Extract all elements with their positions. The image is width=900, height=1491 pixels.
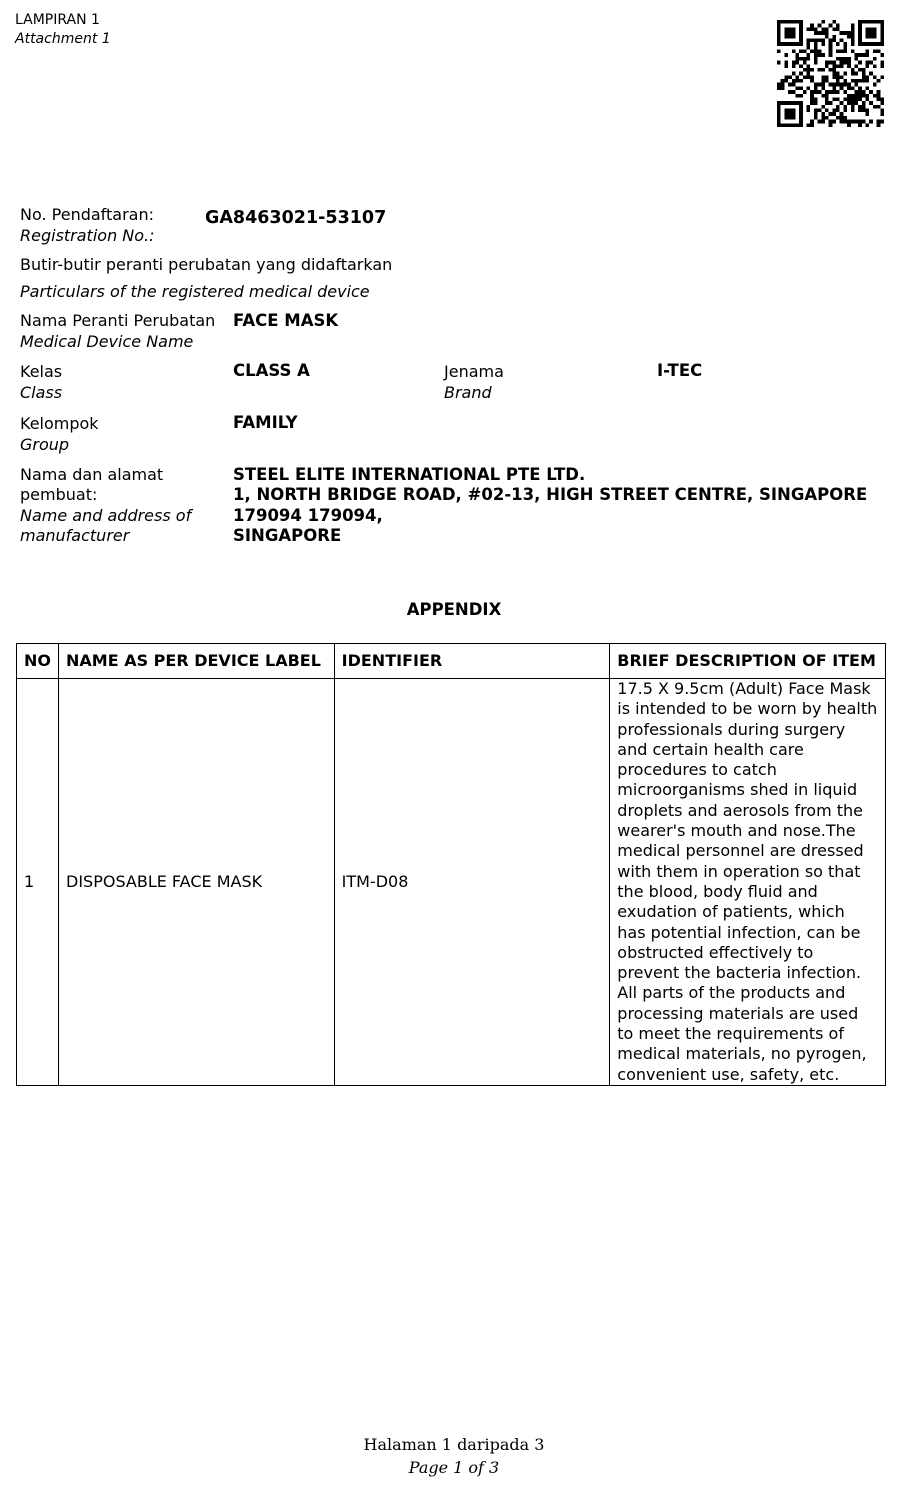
manufacturer-name: STEEL ELITE INTERNATIONAL PTE LTD.: [233, 465, 586, 484]
qr-code-icon: [777, 20, 884, 127]
manufacturer-label-ms-2: pembuat:: [20, 485, 98, 505]
manufacturer-value: [233, 465, 867, 546]
brand-value: I-TEC: [657, 361, 703, 380]
device-name-label-en: Medical Device Name: [20, 332, 194, 351]
brand-label-ms: Jenama: [444, 362, 504, 381]
manufacturer-label-en-1: Name and address of: [20, 505, 192, 525]
registration-label-ms: No. Pendaftaran:: [20, 205, 155, 224]
page-number-en: Page 1 of 3: [408, 1458, 500, 1477]
attachment-label-en: Attachment 1: [15, 31, 111, 47]
group-label-ms: Kelompok: [20, 414, 99, 433]
cell-name: DISPOSABLE FACE MASK: [59, 679, 335, 1086]
column-header-name: NAME AS PER DEVICE LABEL: [59, 644, 335, 679]
group-label: [20, 413, 99, 455]
group-label-en: Group: [20, 435, 70, 454]
device-name-label-ms: Nama Peranti Perubatan: [20, 311, 216, 330]
column-header-identifier: IDENTIFIER: [334, 644, 610, 679]
manufacturer-label: [20, 465, 191, 546]
class-label: [20, 361, 62, 403]
manufacturer-label-en-2: manufacturer: [20, 525, 130, 545]
page-number-ms: Halaman 1 daripada 3: [363, 1435, 545, 1454]
appendix-table: [16, 643, 886, 1086]
brand-label-en: Brand: [444, 383, 492, 402]
registration-label-en: Registration No.:: [20, 226, 155, 245]
table-row: [17, 679, 886, 1086]
registration-label: [20, 204, 155, 246]
column-header-description: BRIEF DESCRIPTION OF ITEM: [610, 644, 886, 679]
device-name-label: [20, 310, 215, 352]
column-header-no: NO: [17, 644, 59, 679]
manufacturer-address-3: SINGAPORE: [233, 525, 342, 545]
device-name-value: FACE MASK: [233, 311, 339, 330]
group-value: FAMILY: [233, 413, 298, 432]
particulars-title-ms: Butir-butir peranti perubatan yang didaftarkan: [20, 255, 393, 274]
manufacturer-label-ms-1: Nama dan alamat: [20, 465, 164, 484]
brand-label: [444, 361, 504, 403]
table-header-row: [17, 644, 886, 679]
registration-number: GA8463021-53107: [205, 208, 387, 228]
attachment-label-ms: LAMPIRAN 1: [15, 12, 100, 28]
cell-identifier: ITM-D08: [334, 679, 610, 1086]
attachment-label: [15, 11, 111, 49]
class-value: CLASS A: [233, 361, 310, 380]
manufacturer-address-1: 1, NORTH BRIDGE ROAD, #02-13, HIGH STREET CENTRE, SINGAPORE: [233, 485, 868, 505]
manufacturer-address-2: 179094 179094,: [233, 505, 383, 525]
particulars-title-en: Particulars of the registered medical device: [20, 282, 370, 301]
class-label-ms: Kelas: [20, 362, 63, 381]
cell-description: 17.5 X 9.5cm (Adult) Face Mask is intended to be worn by health professionals during surgery and certain health care procedures to catch microorganisms shed in liquid droplets and aerosols from the wearer's mouth and nose.The medical personnel are dressed with them in operation so that the blood, body fluid and exudation of patients, which has potential infection, can be obstructed effectively to prevent the bacteria infection. All parts of the products and processing materials are used to meet the requirements of medical materials, no pyrogen, convenient use, safety, etc.: [610, 679, 886, 1086]
cell-no: 1: [17, 679, 59, 1086]
appendix-title: APPENDIX: [406, 600, 502, 619]
class-label-en: Class: [20, 383, 63, 402]
